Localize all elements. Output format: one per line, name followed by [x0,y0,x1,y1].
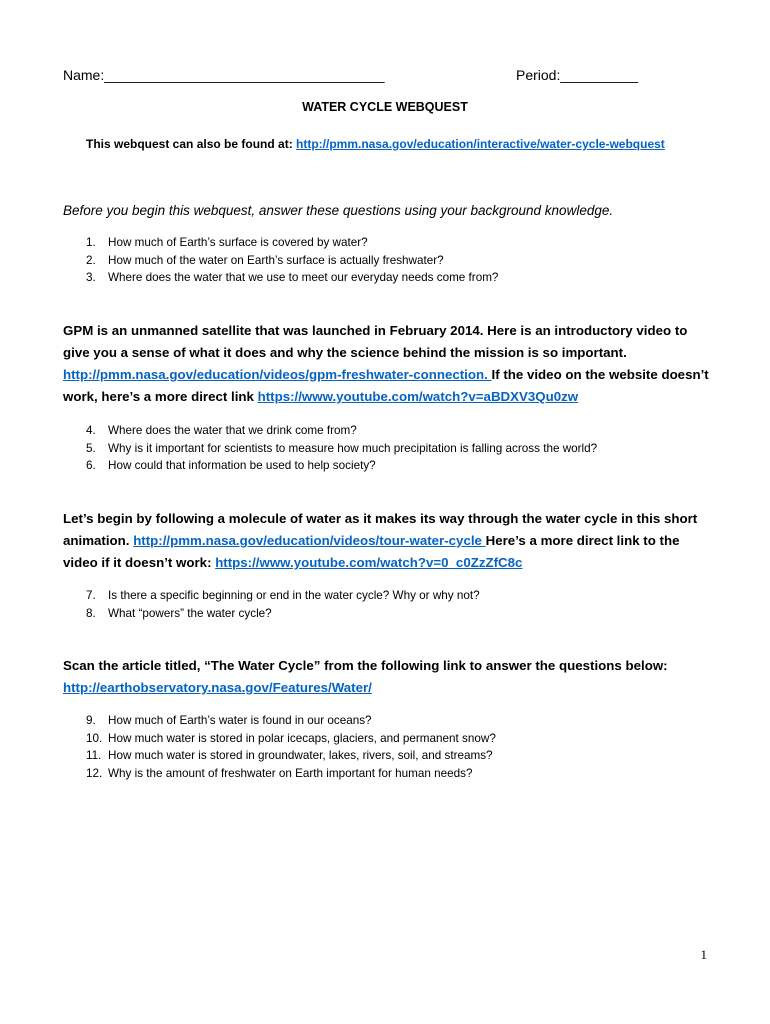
molecule-paragraph [63,508,713,574]
gpm-video-link[interactable]: http://pmm.nasa.gov/education/videos/gpm-freshwater-connection. [63,367,492,382]
question-text: How much of Earth’s surface is covered by water? [108,236,368,249]
question-number: 4. [86,424,96,437]
question-list-2 [86,422,597,475]
question-list-3 [86,587,480,622]
question-list-1 [86,234,498,287]
question-text: Why is the amount of freshwater on Earth important for human needs? [108,766,473,780]
period-field-label: Period:__________ [516,67,639,83]
document-title: WATER CYCLE WEBQUEST [302,100,468,114]
list-item [86,587,480,605]
gpm-youtube-link[interactable]: https://www.youtube.com/watch?v=aBDXV3Qu0zw [257,389,579,404]
subtitle-text: This webquest can also be found at: [86,137,297,151]
list-item [86,765,496,783]
name-field-label: Name:____________________________________ [63,67,385,83]
question-number: 2. [86,253,96,267]
question-number: 10. [86,731,103,745]
question-number: 9. [86,714,96,727]
question-number: 7. [86,589,96,602]
tour-water-cycle-link[interactable]: http://pmm.nasa.gov/education/videos/tour-water-cycle [133,533,486,548]
list-item [86,457,597,475]
list-item [86,747,496,765]
question-text: How much water is stored in polar icecaps, glaciers, and permanent snow? [108,731,496,745]
intro-instructions: Before you begin this webquest, answer these questions using your background knowledge. [63,203,614,218]
question-number: 3. [86,271,96,284]
gpm-paragraph-text-a: GPM is an unmanned satellite that was launched in February 2014. Here is an introductory video to give you a sense of what it does and why the science behind the mission is so important. [63,323,688,360]
question-text: Where does the water that we drink come from? [108,424,357,437]
list-item [86,440,597,458]
question-number: 5. [86,441,96,455]
list-item [86,730,496,748]
question-text: Is there a specific beginning or end in the water cycle? Why or why not? [108,589,480,602]
list-item [86,234,498,252]
molecule-paragraph-text-b: Here’s a more direct link to the video if it doesn’t work: [63,533,680,570]
question-list-4 [86,712,496,782]
question-number: 12. [86,766,103,780]
list-item [86,422,597,440]
question-text: How much of Earth’s water is found in our oceans? [108,714,372,727]
gpm-paragraph [63,320,713,408]
webquest-link[interactable]: http://pmm.nasa.gov/education/interactive/water-cycle-webquest [296,137,665,151]
gpm-paragraph-text-b: If the video on the website doesn’t work, here’s a more direct link [63,367,709,404]
earthobservatory-link[interactable]: http://earthobservatory.nasa.gov/Features/Water/ [63,680,372,695]
question-text: How could that information be used to help society? [108,459,376,472]
molecule-paragraph-text-a: Let’s begin by following a molecule of water as it makes its way through the water cycle in this short animation. [63,511,698,548]
page-number: 1 [700,947,707,962]
question-text: What “powers” the water cycle? [108,606,272,620]
article-paragraph-text: Scan the article titled, “The Water Cycle” from the following link to answer the questions below: [63,658,668,673]
article-paragraph [63,655,713,699]
list-item [86,269,498,287]
question-number: 11. [86,749,102,762]
question-number: 6. [86,459,96,472]
question-text: How much water is stored in groundwater, lakes, rivers, soil, and streams? [108,749,493,762]
question-text: Where does the water that we use to meet our everyday needs come from? [108,271,499,284]
subtitle-line [86,137,665,151]
question-number: 8. [86,606,96,620]
question-text: Why is it important for scientists to measure how much precipitation is falling across the world? [108,441,598,455]
list-item [86,712,496,730]
list-item [86,252,498,270]
question-text: How much of the water on Earth’s surface is actually freshwater? [108,253,444,267]
tour-youtube-link[interactable]: https://www.youtube.com/watch?v=0_c0ZzZfC8c [215,555,523,570]
question-number: 1. [86,236,96,249]
list-item [86,605,480,623]
